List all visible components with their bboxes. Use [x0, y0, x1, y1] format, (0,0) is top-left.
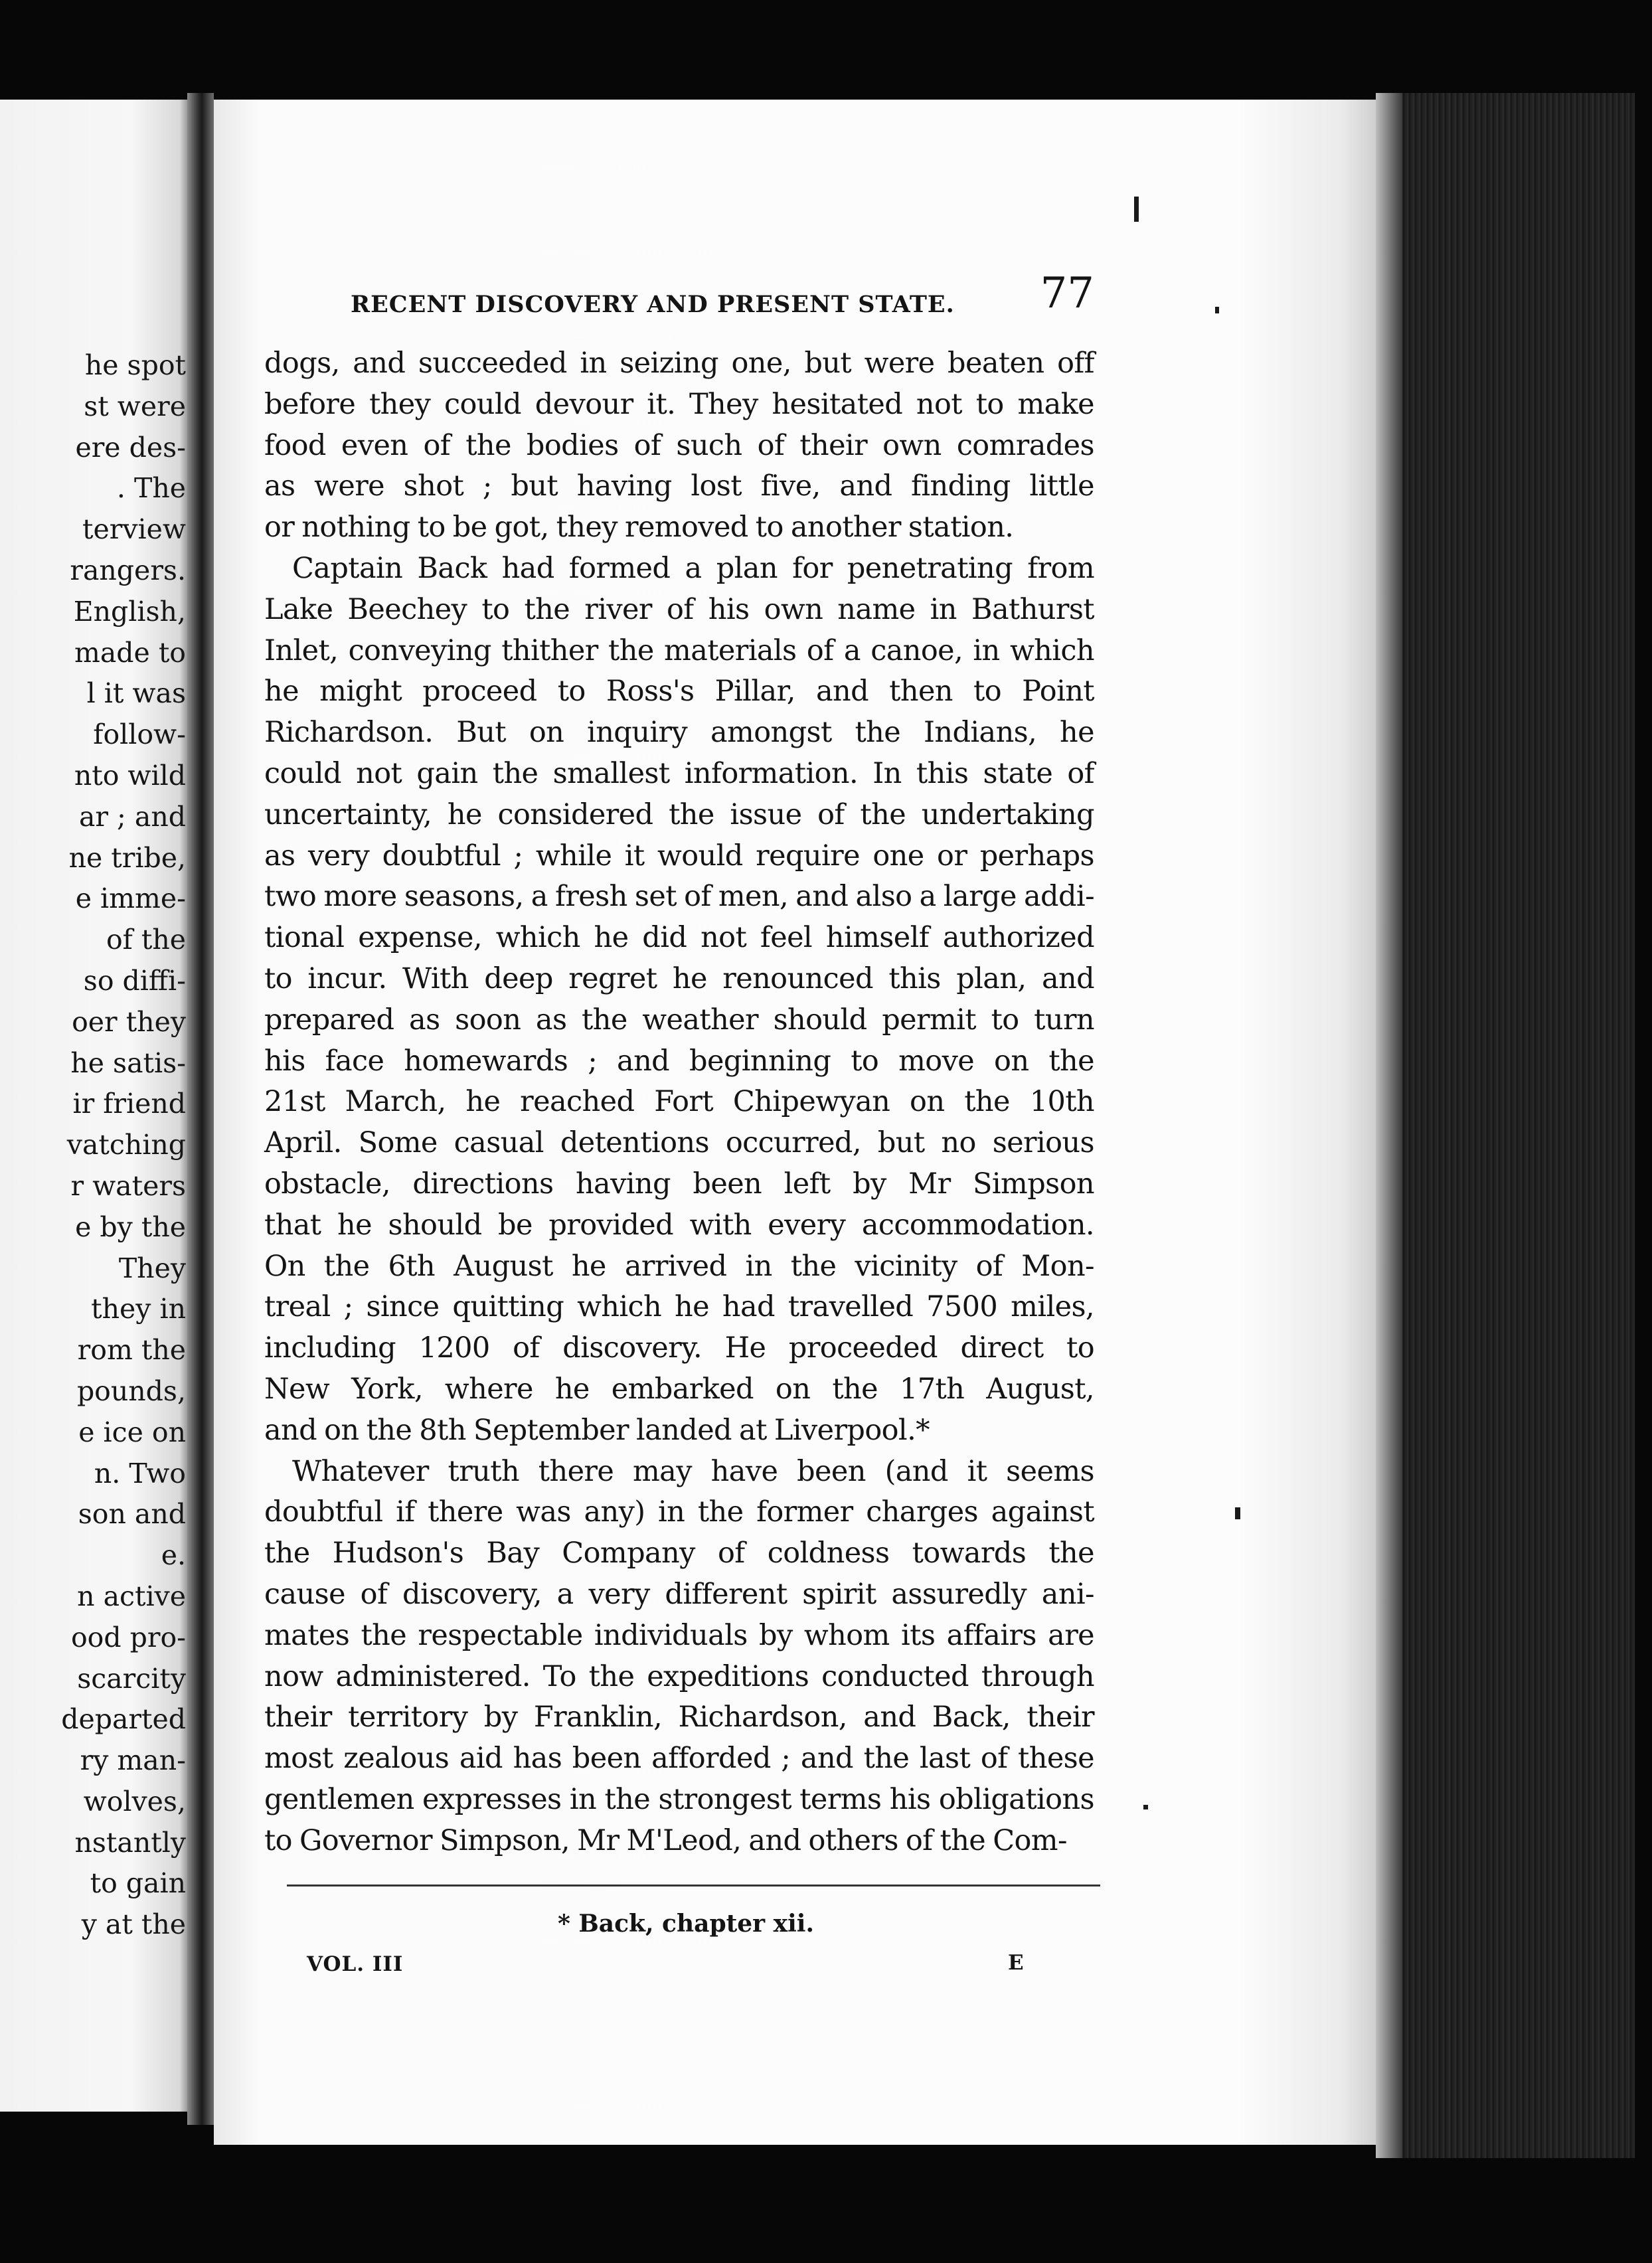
- left-page-line: ir friend: [72, 1088, 186, 1120]
- text-line: food even of the bodies of such of their own comrades: [264, 428, 1094, 462]
- left-page-line: n active: [77, 1580, 186, 1612]
- text-line: 21st March, he reached Fort Chipewyan on the 10th: [264, 1085, 1094, 1119]
- left-page-line: n. Two: [94, 1457, 186, 1489]
- scan-speck: [1235, 1507, 1240, 1519]
- left-page-line: nto wild: [74, 759, 186, 792]
- left-page-line: ry man-: [80, 1744, 186, 1777]
- left-page-line: son and: [78, 1498, 186, 1531]
- left-page-line: ne tribe,: [68, 841, 186, 874]
- left-page-line: e imme-: [75, 882, 186, 915]
- left-page-line: e.: [161, 1539, 186, 1572]
- text-line: before they could devour it. They hesitated not to make: [264, 387, 1094, 421]
- text-line: to Governor Simpson, Mr M'Leod, and others of the Com-: [264, 1823, 1067, 1857]
- text-line: doubtful if there was any) in the former charges against: [264, 1495, 1094, 1529]
- page-number: 77: [1040, 269, 1094, 318]
- scan-speck: [1134, 197, 1139, 222]
- text-line: gentlemen expresses in the strongest terms his obligations: [264, 1782, 1094, 1816]
- left-page-line: ood pro-: [70, 1621, 186, 1653]
- text-line: prepared as soon as the weather should permit to turn: [264, 1003, 1094, 1037]
- text-line: Captain Back had formed a plan for penetrating from: [292, 551, 1094, 585]
- text-line: he might proceed to Ross's Pillar, and then to Point: [264, 675, 1094, 709]
- text-line: the Hudson's Bay Company of coldness towards the: [264, 1537, 1094, 1570]
- left-page-line: rom the: [77, 1334, 186, 1367]
- left-facing-page: [0, 100, 187, 2112]
- left-page-line: e by the: [75, 1211, 186, 1243]
- text-line: New York, where he embarked on the 17th August,: [264, 1372, 1094, 1406]
- left-page-line: terview: [82, 513, 186, 546]
- text-line: their territory by Franklin, Richardson, and Back, their: [264, 1701, 1094, 1734]
- scan-speck: [1215, 307, 1219, 313]
- left-page-line: departed: [61, 1703, 186, 1736]
- left-page-line: English,: [73, 595, 186, 628]
- text-line: treal ; since quitting which he had travelled 7500 miles,: [264, 1290, 1094, 1324]
- footnote-rule: [287, 1885, 1100, 1886]
- text-line: obstacle, directions having been left by Mr Simpson: [264, 1167, 1094, 1201]
- text-line: could not gain the smallest information. In this state of: [264, 756, 1094, 790]
- text-line: April. Some casual detentions occurred, but no serious: [264, 1126, 1094, 1160]
- left-page-line: ar ; and: [78, 800, 186, 833]
- left-page-line: they in: [91, 1293, 186, 1325]
- left-page-line: follow-: [93, 718, 186, 751]
- text-line: two more seasons, a fresh set of men, and also a large addi-: [264, 880, 1094, 914]
- left-page-line: rangers.: [70, 554, 186, 586]
- text-line: or nothing to be got, they removed to another station.: [264, 511, 1014, 545]
- left-page-line: ere des-: [75, 431, 186, 463]
- book-gutter: [187, 93, 214, 2125]
- text-line: tional expense, which he did not feel himself authorized: [264, 921, 1094, 955]
- left-page-line: . The: [116, 472, 186, 505]
- page-edges-stack: [1376, 93, 1635, 2158]
- left-page-line: They: [118, 1252, 186, 1284]
- scan-speck: [1143, 1805, 1148, 1809]
- left-page-text-column: [61, 345, 186, 1946]
- signature-letter: E: [1008, 1951, 1024, 1975]
- text-line: including 1200 of discovery. He proceeded direct to: [264, 1331, 1094, 1365]
- body-text: [264, 343, 1094, 1861]
- left-page-line: l it was: [86, 677, 186, 710]
- text-line: to incur. With deep regret he renounced this plan, and: [264, 962, 1094, 995]
- text-line: cause of discovery, a very different spirit assuredly ani-: [264, 1577, 1094, 1611]
- text-line: and on the 8th September landed at Liverpool.*: [264, 1413, 930, 1447]
- footnote: * Back, chapter xii.: [558, 1910, 815, 1938]
- left-page-line: y at the: [81, 1908, 186, 1941]
- text-line: as were shot ; but having lost five, and finding little: [264, 469, 1094, 503]
- left-page-line: wolves,: [83, 1785, 186, 1817]
- left-page-line: vatching: [66, 1129, 186, 1161]
- text-line: Whatever truth there may have been (and it seems: [292, 1454, 1094, 1488]
- left-page-line: he satis-: [70, 1047, 186, 1079]
- text-line: Inlet, conveying thither the materials of a canoe, in which: [264, 633, 1094, 667]
- left-page-line: of the: [106, 924, 186, 956]
- left-page-line: to gain: [90, 1867, 186, 1900]
- text-line: as very doubtful ; while it would require one or perhaps: [264, 839, 1094, 873]
- left-page-line: made to: [74, 636, 186, 669]
- text-line: that he should be provided with every accommodation.: [264, 1208, 1094, 1242]
- left-page-line: so diffi-: [83, 964, 186, 997]
- text-line: uncertainty, he considered the issue of the undertaking: [264, 797, 1094, 831]
- left-page-line: pounds,: [76, 1375, 186, 1407]
- running-title: RECENT DISCOVERY AND PRESENT STATE.: [351, 291, 955, 318]
- text-line: most zealous aid has been afforded ; and the last of these: [264, 1742, 1094, 1776]
- page-header: [264, 269, 1094, 332]
- text-line: mates the respectable individuals by whom its affairs are: [264, 1618, 1094, 1652]
- text-line: now administered. To the expeditions conducted through: [264, 1659, 1094, 1693]
- left-page-line: st were: [84, 390, 186, 422]
- left-page-line: oer they: [72, 1005, 186, 1038]
- left-page-line: e ice on: [78, 1416, 186, 1448]
- left-page-line: r waters: [70, 1169, 186, 1202]
- text-line: Richardson. But on inquiry amongst the Indians, he: [264, 716, 1094, 750]
- left-page-line: scarcity: [77, 1662, 186, 1695]
- text-line: On the 6th August he arrived in the vicinity of Mon-: [264, 1249, 1094, 1283]
- left-page-line: nstantly: [74, 1826, 186, 1859]
- text-line: dogs, and succeeded in seizing one, but were beaten off: [264, 347, 1094, 380]
- text-line: his face homewards ; and beginning to move on the: [264, 1044, 1094, 1078]
- text-line: Lake Beechey to the river of his own name in Bathurst: [264, 592, 1094, 626]
- left-page-line: he spot: [84, 349, 186, 381]
- signature-volume: VOL. III: [307, 1952, 404, 1976]
